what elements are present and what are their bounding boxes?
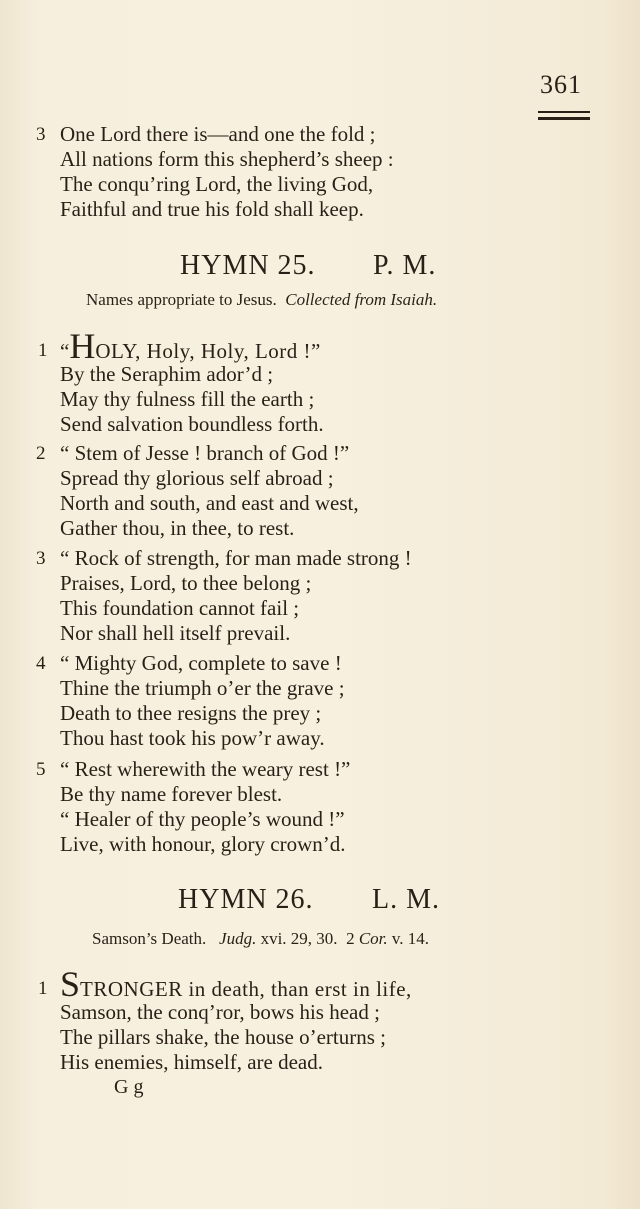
verse-line: “ Rock of strength, for man made strong ! [60,546,412,570]
verse-line: “ Rest wherewith the weary rest !” [60,757,351,781]
stanza-number: 5 [36,759,46,780]
stanza-number: 1 [38,340,48,361]
stanza-number: 3 [36,548,46,569]
verse-line: The pillars shake, the house o’erturns ; [60,1025,386,1049]
verse-line: Send salvation boundless forth. [60,412,324,436]
verse-line: May thy fulness fill the earth ; [60,387,315,411]
verse-line: Praises, Lord, to thee belong ; [60,571,312,595]
verse-line: Live, with honour, glory crown’d. [60,832,346,856]
verse-line: All nations form this shepherd’s sheep : [60,147,394,171]
hymn-title: HYMN 26. [178,884,314,915]
verse-line: Samson, the conq’ror, bows his head ; [60,1000,380,1024]
verse-line: Spread thy glorious self abroad ; [60,466,334,490]
hymn-subtitle: Names appropriate to Jesus. Collected from Isaiah. [86,290,438,309]
verse-line: The conqu’ring Lord, the living God, [60,172,374,196]
verse-line: “ Healer of thy people’s wound !” [60,807,345,831]
verse-line: Thou hast took his pow’r away. [60,726,325,750]
verse-line: Be thy name forever blest. [60,782,283,806]
stanza-number: 1 [38,978,48,999]
stanza-number: 4 [36,653,46,674]
stanza-number: 2 [36,443,46,464]
drop-cap: S [60,964,81,1004]
verse-line: STRONGER in death, than erst in life, [60,964,412,1004]
verse-line: “ Mighty God, complete to save ! [60,651,342,675]
verse-line: One Lord there is—and one the fold ; [60,122,376,146]
page-number: 361 [540,70,582,99]
header-rule [538,117,590,120]
header-rule [538,111,590,113]
source-reference: Collected from Isaiah. [285,290,438,309]
hymn-subtitle: Samson’s Death. Judg. xvi. 29, 30. 2 Cor. v. 14. [92,929,430,948]
verse-line: Faithful and true his fold shall keep. [60,197,364,221]
verse-line: Gather thou, in thee, to rest. [60,516,295,540]
hymn-meter: L. M. [372,884,440,915]
verse-line: By the Seraphim ador’d ; [60,362,274,386]
verse-line: North and south, and east and west, [60,491,359,515]
hymn-title: HYMN 25. [180,250,316,281]
signature-mark: G g [114,1076,144,1098]
stanza-number: 3 [36,124,46,145]
verse-line: “ Stem of Jesse ! branch of God !” [60,441,350,465]
verse-line: This foundation cannot fail ; [60,596,300,620]
verse-line: Thine the triumph o’er the grave ; [60,676,345,700]
verse-line: Nor shall hell itself prevail. [60,621,291,645]
verse-line: Death to thee resigns the prey ; [60,701,322,725]
drop-cap: H [69,326,96,366]
verse-line: His enemies, himself, are dead. [60,1050,323,1074]
hymn-meter: P. M. [373,250,437,281]
verse-line: “HOLY, Holy, Holy, Lord !” [60,326,321,366]
